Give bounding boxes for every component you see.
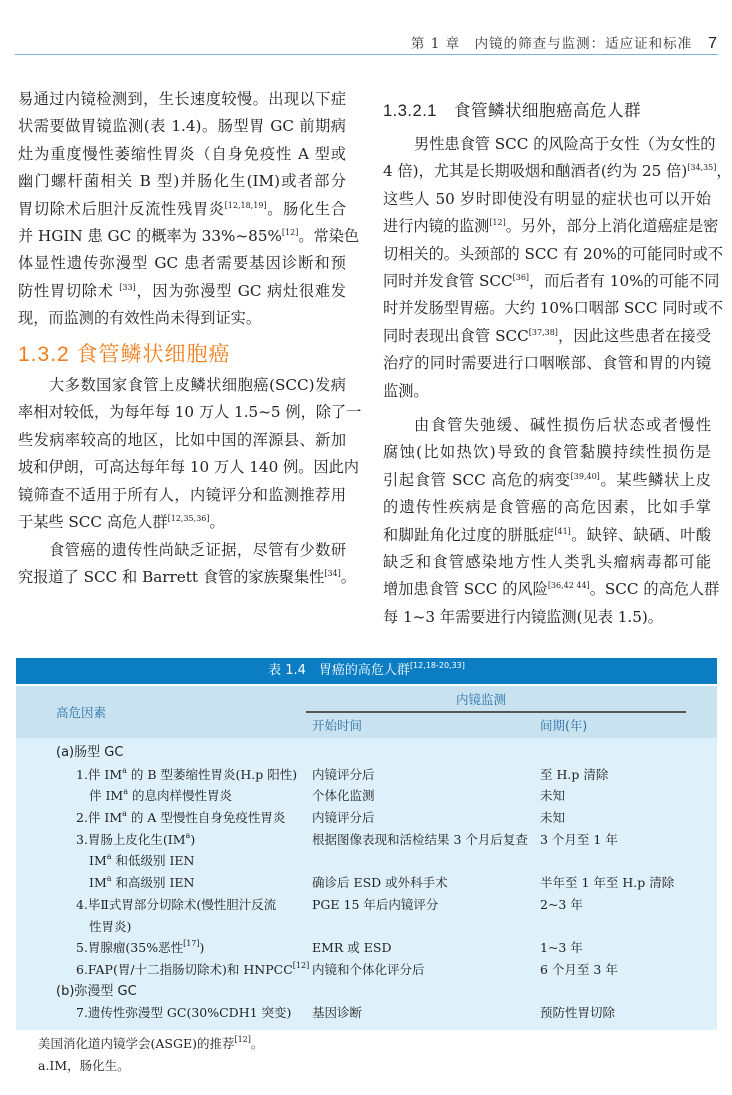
table-1-4 bbox=[16, 658, 717, 1030]
text-line: 究报道了 SCC 和 Barrett 食管的家族聚集性[34]。 bbox=[18, 568, 356, 587]
cell-risk-factor: 3.胃肠上皮化生$(IM^a)$ bbox=[76, 830, 196, 847]
citation-superscript: a bbox=[106, 852, 112, 862]
text-line: 缺乏和食管感染地方性人类乳头瘤病毒都可能 bbox=[383, 552, 711, 571]
cell-risk-factor: $IM^a$ 和高级别 IEN bbox=[89, 874, 195, 891]
table-row bbox=[16, 959, 717, 981]
text-line: 易通过内镜检测到，生长速度较慢。出现以下症 bbox=[18, 90, 346, 108]
cell-interval: 2~3 年 bbox=[540, 896, 583, 912]
chapter-title: 第 1 章 内镜的筛查与监测：适应证和标准 bbox=[410, 36, 693, 52]
table-title: 表 1.4 胃癌的高危人群[12,18-20,33] bbox=[16, 658, 717, 684]
cell-interval: 预防性胃切除 bbox=[540, 1005, 616, 1021]
cell-risk-factor: (b)弥漫型 GC bbox=[56, 983, 137, 999]
cell-start-time: EMR 或 ESD bbox=[312, 940, 392, 956]
table-row bbox=[16, 916, 717, 938]
section-heading-1-3-2: 1.3.2 食管鳞状细胞癌 bbox=[18, 343, 231, 366]
cell-start-time: 确诊后 ESD 或外科手术 bbox=[312, 875, 448, 891]
cell-interval: 未知 bbox=[540, 788, 566, 804]
text-line: 治疗的同时需要进行口咽喉部、食管和胃的内镜 bbox=[383, 354, 711, 373]
col-header-interval: 间期(年) bbox=[540, 718, 588, 733]
text-line: 引起食管 SCC 高危的病变[39,40]。某些鳞状上皮 bbox=[383, 470, 711, 489]
citation-superscript: [12,35,36] bbox=[167, 513, 210, 523]
left-para-1 bbox=[18, 86, 360, 333]
text-line: 每 1~3 年需要进行内镜监测(见表 1.5)。 bbox=[383, 607, 663, 626]
cell-start-time: 基因诊断 bbox=[312, 1005, 363, 1021]
cell-risk-factor: 6.FAP(胃/十二指肠切除术)和 HNPCC[12] bbox=[76, 960, 310, 977]
cell-start-time: 内镜评分后 bbox=[312, 766, 375, 782]
citation-superscript: [33] bbox=[119, 282, 136, 292]
cell-risk-factor: 性胃炎) bbox=[89, 918, 132, 934]
text-line: 坡和伊朗，可高达每年每 10 万人 140 例。因此内 bbox=[18, 458, 359, 477]
cell-start-time: 内镜评分后 bbox=[312, 810, 375, 826]
table-body bbox=[16, 738, 717, 1030]
cell-start-time: 内镜和个体化评分后 bbox=[312, 961, 425, 977]
text-line: 和脚趾角化过度的胼胝症[41]。缺锌、缺硒、叶酸 bbox=[383, 525, 712, 544]
cell-start-time: PGE 15 年后内镜评分 bbox=[312, 896, 439, 912]
text-line: 大多数国家食管上皮鳞状细胞癌(SCC)发病 bbox=[49, 376, 346, 394]
left-para-2 bbox=[18, 372, 362, 536]
text-line: 灶为重度慢性萎缩性胃炎（自身免疫性 A 型或 bbox=[18, 144, 346, 163]
table-row bbox=[16, 807, 717, 829]
footnote: a.IM，肠化生。 bbox=[38, 1058, 130, 1073]
citation-superscript: [12] bbox=[292, 960, 310, 970]
page-number: 7 bbox=[708, 35, 718, 52]
citation-superscript: [12] bbox=[234, 1035, 251, 1044]
cell-risk-factor: 5.胃腺瘤(35%恶性[17]) bbox=[76, 939, 205, 956]
text-line: 同时并发食管 SCC[36]，而后者有 10%的可能不同 bbox=[383, 271, 720, 290]
citation-superscript: a bbox=[106, 874, 112, 884]
text-line: 4 倍)，尤其是长期吸烟和酗酒者(约为 25 倍)[34,35]， bbox=[383, 162, 732, 181]
header-rule bbox=[15, 54, 718, 55]
right-para-1 bbox=[383, 131, 732, 405]
cell-interval: 未知 bbox=[540, 810, 566, 826]
text-line: 切相关的。头颈部的 SCC 有 20%的可能同时或不 bbox=[383, 244, 724, 263]
text-line: 胃切除术后胆汁反流性残胃炎[12,18,19]。肠化生合 bbox=[18, 199, 347, 218]
citation-superscript: [36] bbox=[512, 272, 530, 282]
text-line: 并 HGIN 患 GC 的概率为 33%~85%[12]。常染色 bbox=[18, 226, 360, 245]
citation-superscript: [12,18-20,33] bbox=[409, 661, 465, 670]
text-line: 同时表现出食管 SCC[37,38]，因此这些患者在接受 bbox=[383, 326, 712, 345]
header-rule bbox=[306, 711, 686, 713]
cell-risk-factor: 2.伴 $IM^a$ 的 A 型慢性自身免疫性胃炎 bbox=[76, 809, 286, 826]
cell-start-time: 根据图像表现和活检结果 3 个月后复查 bbox=[312, 831, 528, 847]
cell-risk-factor: $IM^a$ 和低级别 IEN bbox=[89, 852, 195, 869]
text-line: 进行内镜的监测[12]。另外，部分上消化道癌症是密 bbox=[383, 217, 719, 236]
text-line: 这些人 50 岁时即使没有明显的症状也可以开始 bbox=[383, 189, 711, 208]
citation-superscript: [12,18,19] bbox=[224, 200, 267, 210]
citation-superscript: a bbox=[122, 765, 127, 775]
table-group-row bbox=[16, 742, 717, 764]
table-row bbox=[16, 785, 717, 807]
col-header-risk: 高危因素 bbox=[56, 705, 107, 720]
col-header-start: 开始时间 bbox=[312, 718, 363, 733]
text-line: 体显性遗传弥漫型 GC 患者需要基因诊断和预 bbox=[18, 254, 346, 273]
cell-interval: 1~3 年 bbox=[540, 940, 583, 956]
text-line: 时并发肠型胃癌。大约 10%口咽部 SCC 同时或不 bbox=[383, 299, 724, 318]
running-header bbox=[400, 32, 718, 53]
text-line: 于某些 SCC 高危人群[12,35,36]。 bbox=[18, 512, 225, 531]
text-line: 增加患食管 SCC 的风险[36,42 44]。SCC 的高危人群 bbox=[383, 580, 720, 599]
citation-superscript: a bbox=[123, 787, 128, 797]
text-line: 由食管失弛缓、碱性损伤后状态或者慢性 bbox=[414, 416, 711, 434]
right-para-2 bbox=[383, 412, 720, 631]
footnote: 美国消化道内镜学会(ASGE)的推荐[12]。 bbox=[38, 1035, 264, 1051]
text-line: 镜筛查不适用于所有人，内镜评分和监测推荐用 bbox=[18, 485, 346, 504]
left-para-3 bbox=[18, 537, 356, 592]
text-line: 幽门螺杆菌相关 B 型)并肠化生(IM)或者部分 bbox=[18, 172, 346, 191]
text-line: 状需要做胃镜监测(表 1.4)。肠型胃 GC 前期病 bbox=[18, 117, 346, 136]
text-line: 率相对较低，为每年每 10 万人 1.5~5 例，除了一 bbox=[18, 403, 362, 422]
cell-start-time: 个体化监测 bbox=[312, 788, 375, 804]
citation-superscript: [17] bbox=[183, 939, 200, 949]
subsection-heading-1-3-2-1: 1.3.2.1 食管鳞状细胞癌高危人群 bbox=[383, 102, 641, 120]
citation-superscript: a bbox=[185, 830, 191, 840]
table-row bbox=[16, 872, 717, 894]
citation-superscript: [34,35] bbox=[687, 163, 717, 173]
table-row bbox=[16, 850, 717, 872]
table-row bbox=[16, 937, 717, 959]
text-line: 防性胃切除术 [33]，因为弥漫型 GC 病灶很难发 bbox=[18, 281, 346, 300]
text-line: 男性患食管 SCC 的风险高于女性（为女性的 bbox=[414, 135, 716, 153]
cell-interval: 至 H.p 清除 bbox=[540, 766, 609, 782]
text-line: 现，而监测的有效性尚未得到证实。 bbox=[18, 309, 261, 328]
col-group-endoscopy: 内镜监测 bbox=[456, 692, 507, 707]
citation-superscript: [39,40] bbox=[570, 471, 600, 481]
citation-superscript: [41] bbox=[554, 526, 571, 536]
table-group-row bbox=[16, 981, 717, 1003]
table-header bbox=[16, 686, 717, 738]
cell-risk-factor: (a)肠型 GC bbox=[56, 745, 124, 760]
table-row bbox=[16, 1002, 717, 1024]
table-row bbox=[16, 894, 717, 916]
citation-superscript: [36,42 44] bbox=[547, 581, 590, 591]
text-line: 腐蚀(比如热饮)导致的食管黏膜持续性损伤是 bbox=[383, 443, 711, 462]
citation-superscript: a bbox=[122, 809, 127, 819]
table-row bbox=[16, 829, 717, 851]
text-line: 的遗传性疾病是食管癌的高危因素，比如手掌 bbox=[383, 498, 711, 517]
citation-superscript: [12] bbox=[489, 218, 506, 228]
citation-superscript: [12] bbox=[281, 227, 299, 237]
citation-superscript: [37,38] bbox=[528, 327, 558, 337]
table-footnotes bbox=[38, 1033, 263, 1077]
cell-risk-factor: 伴 $IM^a$ 的息肉样慢性胃炎 bbox=[89, 787, 232, 804]
citation-superscript: [34] bbox=[324, 569, 341, 579]
text-line: 食管癌的遗传性尚缺乏证据，尽管有少数研 bbox=[49, 541, 346, 559]
table-row bbox=[16, 764, 717, 786]
cell-interval: 6 个月至 3 年 bbox=[540, 961, 618, 977]
cell-risk-factor: 1.伴 $IM^a$ 的 B 型萎缩性胃炎(H.p 阳性) bbox=[76, 765, 298, 782]
cell-interval: 半年至 1 年至 H.p 清除 bbox=[540, 875, 675, 891]
text-line: 监测。 bbox=[383, 381, 429, 400]
cell-risk-factor: 7.遗传性弥漫型 GC(30%CDH1 突变) bbox=[76, 1005, 292, 1021]
text-line: 些发病率较高的地区，比如中国的浑源县、新加 bbox=[18, 430, 346, 449]
cell-risk-factor: 4.毕Ⅱ式胃部分切除术(慢性胆汁反流 bbox=[76, 896, 277, 912]
cell-interval: 3 个月至 1 年 bbox=[540, 831, 618, 847]
